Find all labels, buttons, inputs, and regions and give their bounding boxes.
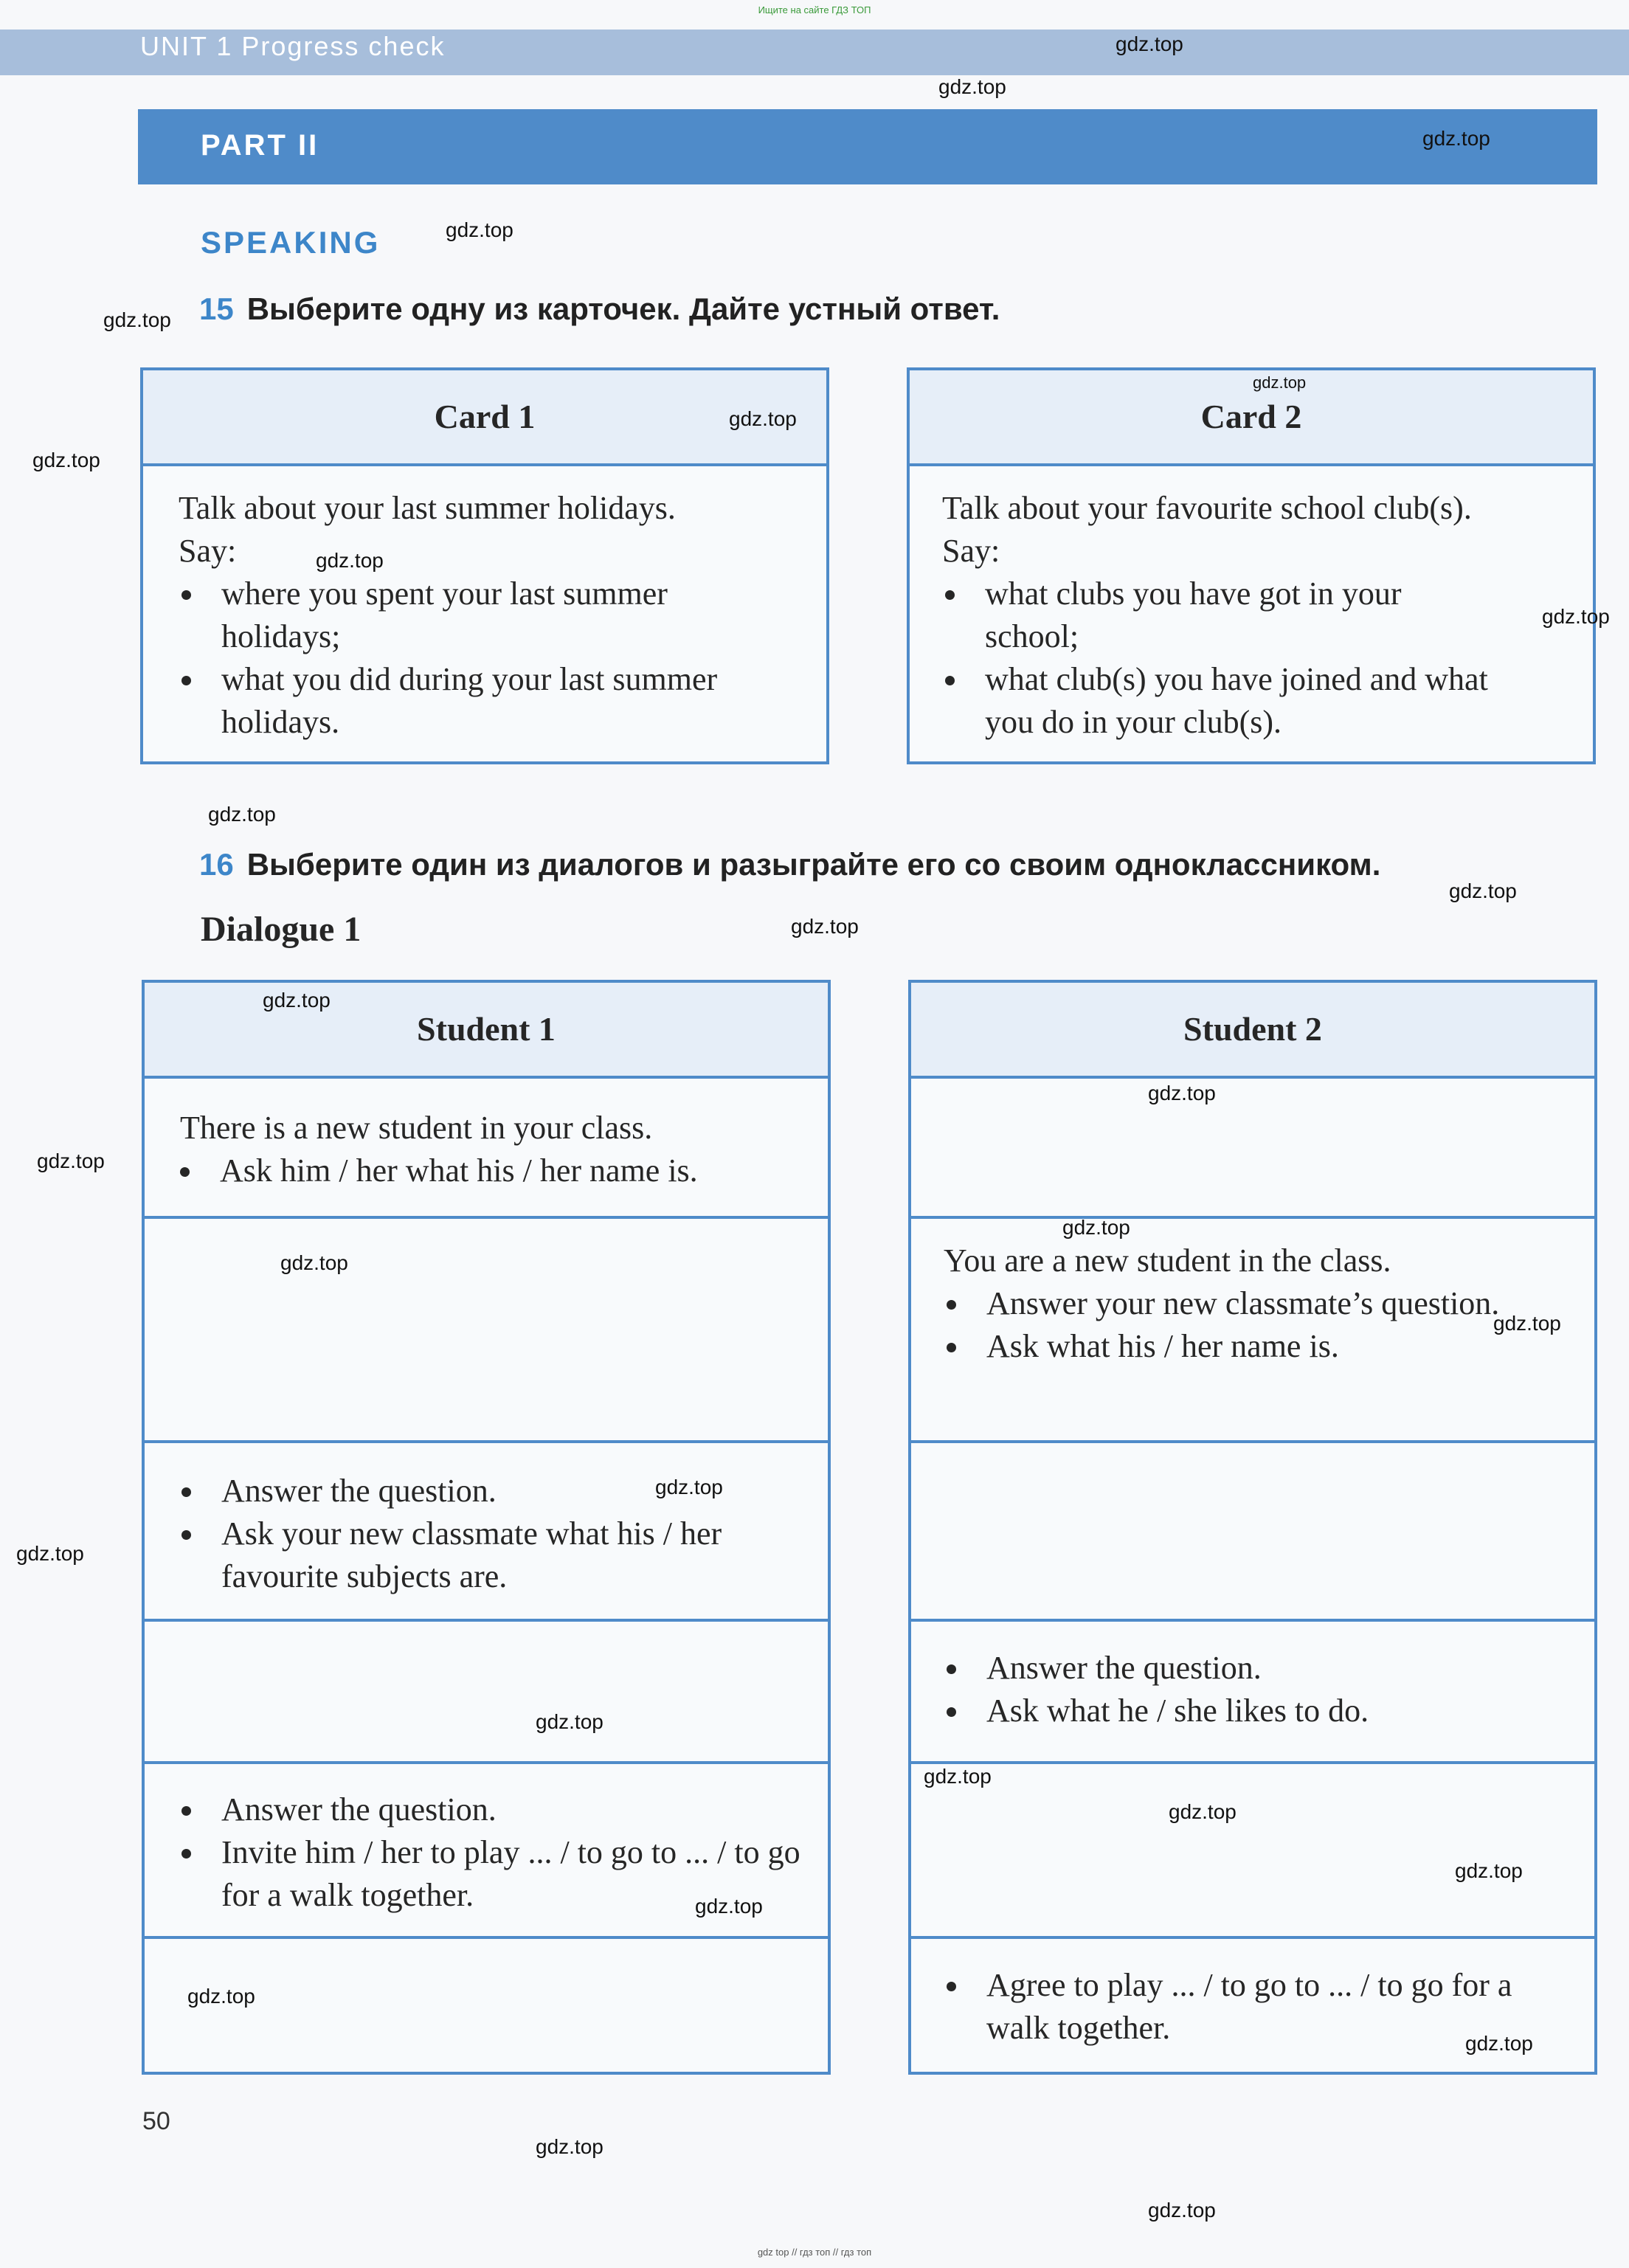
step-intro: You are a new student in the class. [944, 1242, 1391, 1279]
watermark: gdz.top [655, 1476, 723, 1498]
watermark: gdz.top [1253, 373, 1307, 392]
row-divider [911, 1619, 1594, 1622]
bottom-note: gdz top // гдз топ // гдз топ [757, 2247, 872, 2258]
watermark: gdz.top [1449, 879, 1517, 902]
watermark: gdz.top [1116, 32, 1183, 55]
part-title: PART II [201, 129, 319, 162]
watermark: gdz.top [103, 308, 171, 331]
watermark: gdz.top [536, 2135, 603, 2158]
dialogue-step [944, 1964, 1549, 2050]
step-bullet: Ask what his / her name is. [944, 1325, 1549, 1368]
row-divider [911, 1216, 1594, 1219]
card-say: Say: [942, 533, 1000, 569]
unit-header: UNIT 1 Progress check [140, 31, 446, 61]
row-divider [911, 1440, 1594, 1443]
step-intro: There is a new student in your class. [180, 1110, 653, 1146]
watermark: gdz.top [695, 1895, 763, 1918]
step-bullet: Ask him / her what his / her name is. [177, 1149, 814, 1192]
card-intro: Talk about your favourite school club(s). [942, 490, 1472, 526]
watermark: gdz.top [187, 1985, 255, 2008]
task-number: 15 [199, 291, 234, 326]
step-bullet: Answer your new classmate’s question. [944, 1282, 1549, 1325]
step-bullet: Answer the question. [179, 1470, 813, 1512]
watermark: gdz.top [1148, 2199, 1216, 2222]
card-body [910, 466, 1593, 744]
step-bullet: Agree to play ... / to go to ... / to go for a walk together. [944, 1964, 1549, 2050]
row-divider [145, 1619, 828, 1622]
row-divider [145, 1216, 828, 1219]
card-2 [907, 367, 1596, 764]
top-note: Ищите на сайте ГДЗ ТОП [758, 4, 871, 15]
watermark: gdz.top [938, 75, 1006, 98]
row-divider [911, 1761, 1594, 1764]
watermark: gdz.top [1062, 1216, 1130, 1239]
card-say: Say: [179, 533, 237, 569]
watermark: gdz.top [1169, 1800, 1237, 1823]
watermark: gdz.top [316, 549, 384, 572]
dialogue-title: Dialogue 1 [201, 910, 362, 949]
watermark: gdz.top [1422, 127, 1490, 150]
student-title: Student 1 [145, 983, 828, 1079]
card-body [143, 466, 826, 744]
watermark: gdz.top [208, 803, 276, 826]
watermark: gdz.top [1465, 2032, 1533, 2055]
watermark: gdz.top [536, 1710, 603, 1733]
step-bullet: Ask what he / she likes to do. [944, 1690, 1549, 1732]
task-number: 16 [199, 847, 234, 882]
step-bullet: Answer the question. [944, 1647, 1549, 1690]
watermark: gdz.top [32, 449, 100, 471]
row-divider [145, 1936, 828, 1939]
watermark: gdz.top [280, 1251, 348, 1274]
step-bullet: Answer the question. [179, 1788, 813, 1831]
task-text: Выберите одну из карточек. Дайте устный ответ. [246, 291, 1000, 326]
watermark: gdz.top [263, 989, 331, 1012]
watermark: gdz.top [1542, 605, 1610, 628]
watermark: gdz.top [446, 218, 513, 241]
watermark: gdz.top [791, 915, 859, 938]
watermark: gdz.top [16, 1542, 84, 1565]
card-bullet: what club(s) you have joined and what you do in your club(s). [942, 658, 1503, 744]
student-2-box [908, 980, 1597, 2075]
row-divider [145, 1761, 828, 1764]
task-text: Выберите один из диалогов и разыграйте его со своим одноклассником. [246, 847, 1381, 882]
watermark: gdz.top [1148, 1082, 1216, 1104]
card-bullet: what you did during your last summer holidays. [179, 658, 769, 744]
dialogue-step [944, 1240, 1549, 1368]
task-16 [199, 847, 1380, 882]
card-title: Card 1 [143, 370, 826, 466]
student-title: Student 2 [911, 983, 1594, 1079]
dialogue-step [944, 1647, 1549, 1732]
page-number: 50 [142, 2107, 170, 2135]
row-divider [145, 1440, 828, 1443]
task-15 [199, 291, 1000, 327]
card-intro: Talk about your last summer holidays. [179, 490, 676, 526]
row-divider [911, 1936, 1594, 1939]
watermark: gdz.top [1493, 1312, 1561, 1335]
watermark: gdz.top [37, 1149, 105, 1172]
dialogue-step [180, 1107, 814, 1192]
watermark: gdz.top [1455, 1859, 1523, 1882]
step-bullet: Invite him / her to play ... / to go to ... / to go for a walk together. [179, 1831, 813, 1917]
card-1 [140, 367, 829, 764]
step-bullet: Ask your new classmate what his / her favourite subjects are. [179, 1512, 813, 1598]
part-bar [138, 109, 1597, 184]
card-bullet: what clubs you have got in your school; [942, 573, 1503, 658]
watermark: gdz.top [729, 407, 797, 430]
watermark: gdz.top [924, 1765, 992, 1788]
section-title: SPEAKING [201, 225, 381, 260]
card-bullet: where you spent your last summer holidays; [179, 573, 769, 658]
card-title: Card 2 [910, 370, 1593, 466]
